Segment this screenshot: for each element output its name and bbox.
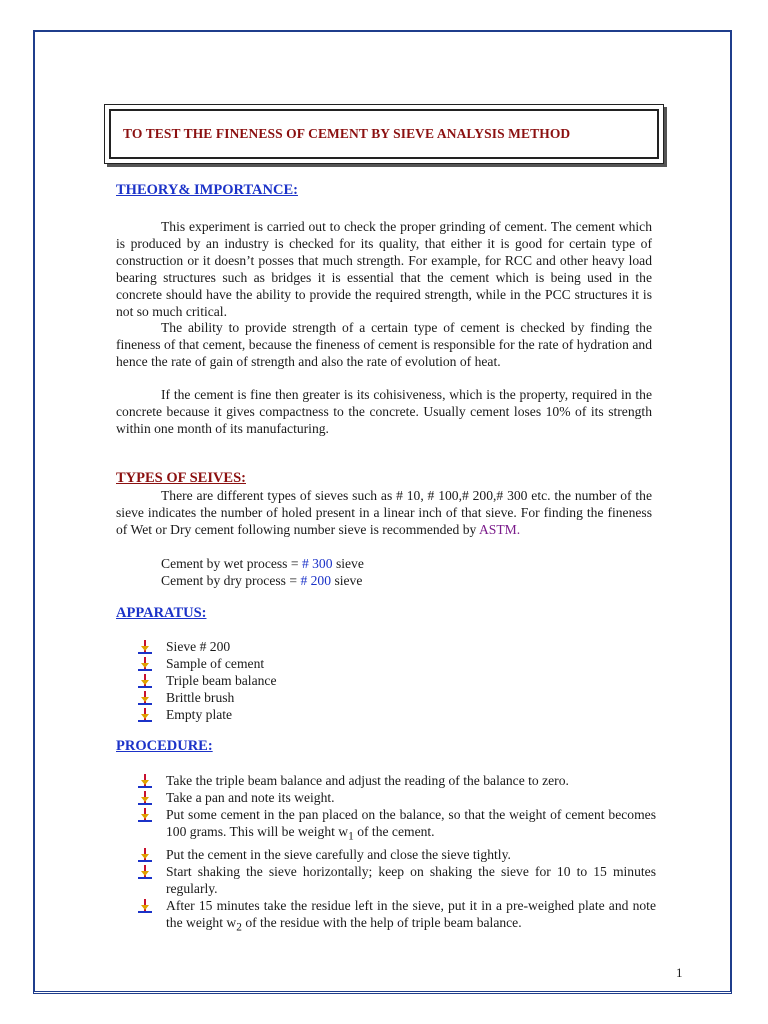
bullet-icon (138, 657, 152, 671)
apparatus-item-label: Brittle brush (166, 690, 235, 705)
list-item (136, 897, 656, 937)
wet-process-label: Cement by wet process = (161, 556, 299, 571)
theory-paragraph-2: The ability to provide strength of a certain type of cement is checked by finding the fineness of that cement, because the fineness of cement is responsible for the rate of hydration and hence the rate of gain of strength and also the rate of evolution of heat. (116, 320, 652, 369)
title-inner-frame (109, 109, 659, 159)
procedure-step-text: Put some cement in the pan placed on the balance, so that the weight of cement becomes 100 grams. This will be weight w (166, 807, 656, 839)
list-item (136, 789, 656, 806)
dry-process-suffix: sieve (334, 573, 363, 588)
list-item (136, 806, 656, 846)
theory-paragraph-1: This experiment is carried out to check the proper grinding of cement. The cement which is produced by an industry is checked for its quality, that either it is good for certain type of construction or it doesn’t posses that much strength. For example, for RCC and other heavy load bearing structures such as bridges it is essential that the cement which is being used in the concrete should have the ability to provide the required strength, while in the PCC structures it is not so much critical. (116, 219, 652, 319)
page-number: 1 (676, 965, 683, 980)
sieves-text: There are different types of sieves such as # 10, # 100,# 200,# 300 etc. the number of the sieve indicates the number of holed present in a linear inch of that sieve. For finding the fineness of Wet or Dry cement following number sieve is recommended by (116, 488, 652, 537)
sieves-heading: TYPES OF SEIVES: (116, 470, 246, 486)
bullet-icon (138, 899, 152, 913)
procedure-list (136, 772, 656, 936)
sieves-paragraph (116, 487, 652, 538)
apparatus-item-label: Sieve # 200 (166, 639, 231, 654)
bullet-icon (138, 848, 152, 862)
apparatus-item-label: Empty plate (166, 707, 233, 722)
apparatus-item-label: Triple beam balance (166, 673, 277, 688)
procedure-step-text: of the cement. (357, 824, 435, 839)
apparatus-heading: APPARATUS: (116, 605, 207, 621)
bullet-icon (138, 865, 152, 879)
theory-paragraph-3: If the cement is fine then greater is its cohisiveness, which is the property, required in the concrete because it gives compactness to the concrete. Usually cement loses 10% of its strength within one month of its manufacturing. (116, 387, 652, 436)
title-box (104, 104, 664, 164)
dry-process-line (161, 572, 362, 589)
apparatus-list (136, 638, 656, 723)
wet-process-suffix: sieve (335, 556, 364, 571)
list-item (136, 706, 656, 723)
bullet-icon (138, 691, 152, 705)
list-item (136, 772, 656, 789)
bullet-icon (138, 674, 152, 688)
list-item (136, 655, 656, 672)
dry-process-value: # 200 (300, 573, 332, 588)
procedure-step-text: Take a pan and note its weight. (166, 790, 335, 805)
apparatus-item-label: Sample of cement (166, 656, 265, 671)
list-item (136, 846, 656, 863)
bullet-icon (138, 708, 152, 722)
wet-process-value: # 300 (301, 556, 333, 571)
list-item (136, 689, 656, 706)
subscript: 1 (348, 830, 354, 843)
list-item (136, 638, 656, 655)
bullet-icon (138, 808, 152, 822)
dry-process-label: Cement by dry process = (161, 573, 298, 588)
list-item (136, 672, 656, 689)
procedure-step-text: Start shaking the sieve horizontally; keep on shaking the sieve for 10 to 15 minutes regularly. (166, 863, 656, 896)
astm-text: ASTM. (478, 522, 521, 537)
bullet-icon (138, 640, 152, 654)
list-item (136, 863, 656, 897)
wet-process-line (161, 555, 364, 572)
document-title: TO TEST THE FINENESS OF CEMENT BY SIEVE ANALYSIS METHOD (123, 126, 571, 141)
procedure-step-text: of the residue with the help of triple beam balance. (245, 914, 522, 930)
bullet-icon (138, 774, 152, 788)
procedure-step-text: After 15 minutes take the residue left in the sieve, put it in a pre-weighed plate and note the weight w (166, 897, 656, 930)
procedure-heading: PROCEDURE: (116, 738, 213, 754)
procedure-step-text: Take the triple beam balance and adjust the reading of the balance to zero. (166, 773, 569, 788)
subscript: 2 (236, 921, 242, 934)
theory-heading: THEORY& IMPORTANCE: (116, 182, 298, 198)
procedure-step-text: Put the cement in the sieve carefully and close the sieve tightly. (166, 846, 511, 862)
bullet-icon (138, 791, 152, 805)
